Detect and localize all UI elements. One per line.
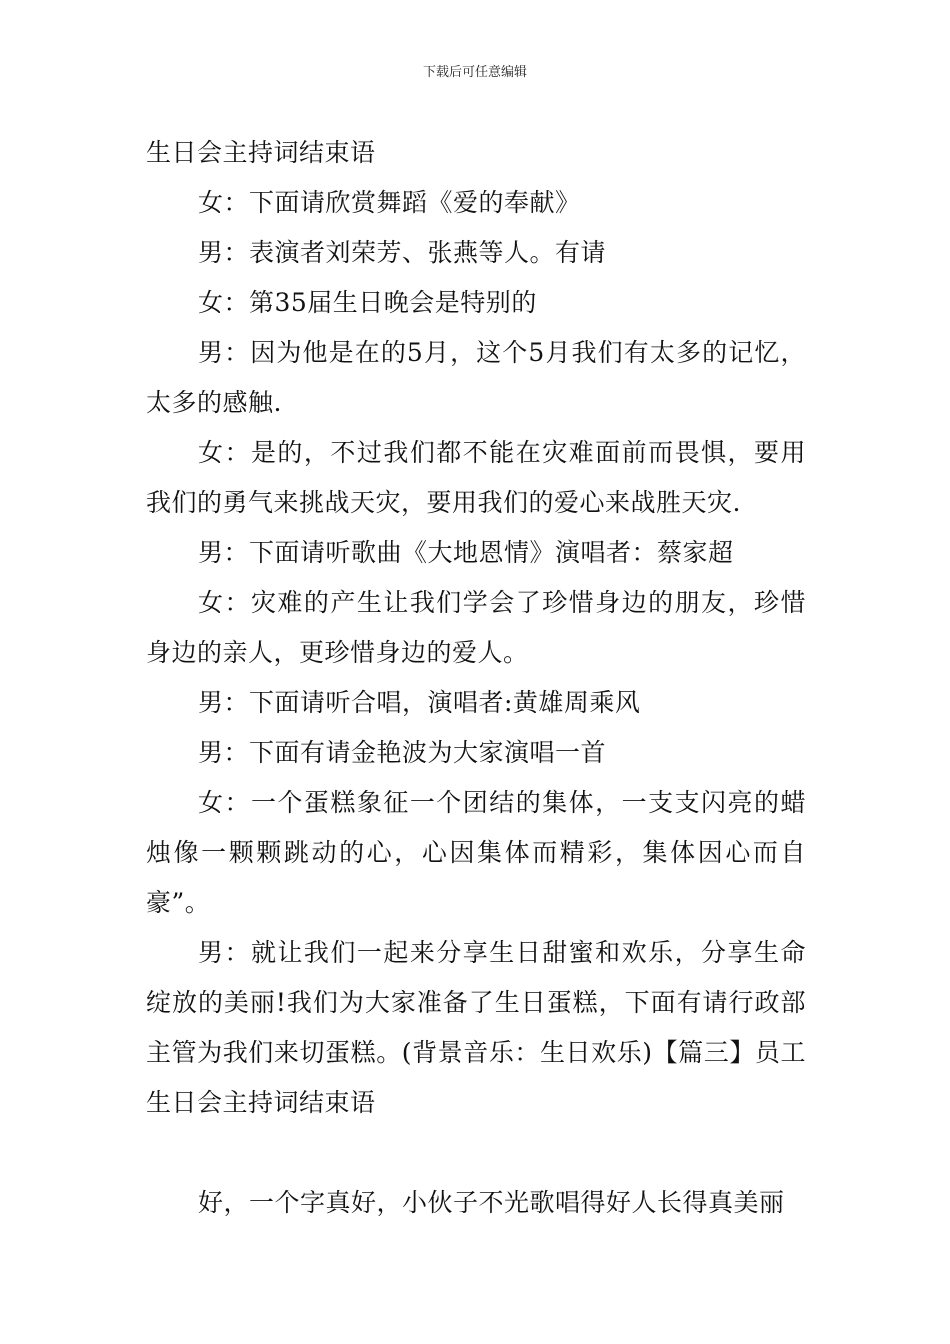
dialogue-paragraph: 男：下面请听合唱，演唱者:黄雄周乘风 [198,688,641,717]
dialogue-paragraph: 女：第35届生日晚会是特别的 [198,288,537,317]
dialogue-paragraph: 男：下面请听歌曲《大地恩情》演唱者：蔡家超 [198,538,734,567]
dialogue-paragraph: 男：表演者刘荣芳、张燕等人。有请 [198,238,607,267]
dialogue-paragraph: 女：灾难的产生让我们学会了珍惜身边的朋友，珍惜身边的亲人，更珍惜身边的爱人。 [146,588,806,667]
dialogue-paragraph: 女：一个蛋糕象征一个团结的集体，一支支闪亮的蜡烛像一颗颗跳动的心，心因集体而精彩，集体因心而自豪”。 [146,788,806,917]
dialogue-paragraph: 男：就让我们一起来分享生日甜蜜和欢乐，分享生命绽放的美丽!我们为大家准备了生日蛋糕，下面有请行政部主管为我们来切蛋糕。(背景音乐：生日欢乐)【篇三】员工生日会主持词结束语 [146,938,806,1117]
dialogue-paragraph: 男：因为他是在的5月，这个5月我们有太多的记忆，太多的感触. [146,338,806,417]
paragraph-gap [146,1128,806,1178]
dialogue-paragraph: 女：是的，不过我们都不能在灾难面前而畏惧，要用我们的勇气来挑战天灾，要用我们的爱心来战胜天灾. [146,438,806,517]
dialogue-paragraph: 好，一个字真好，小伙子不光歌唱得好人长得真美丽 [198,1188,785,1217]
document-title: 生日会主持词结束语 [146,138,376,167]
document-body [146,128,806,1228]
dialogue-paragraph: 男：下面有请金艳波为大家演唱一首 [198,738,607,767]
dialogue-paragraph: 女：下面请欣赏舞蹈《爱的奉献》 [198,188,581,217]
page-header-note: 下载后可任意编辑 [422,65,527,80]
